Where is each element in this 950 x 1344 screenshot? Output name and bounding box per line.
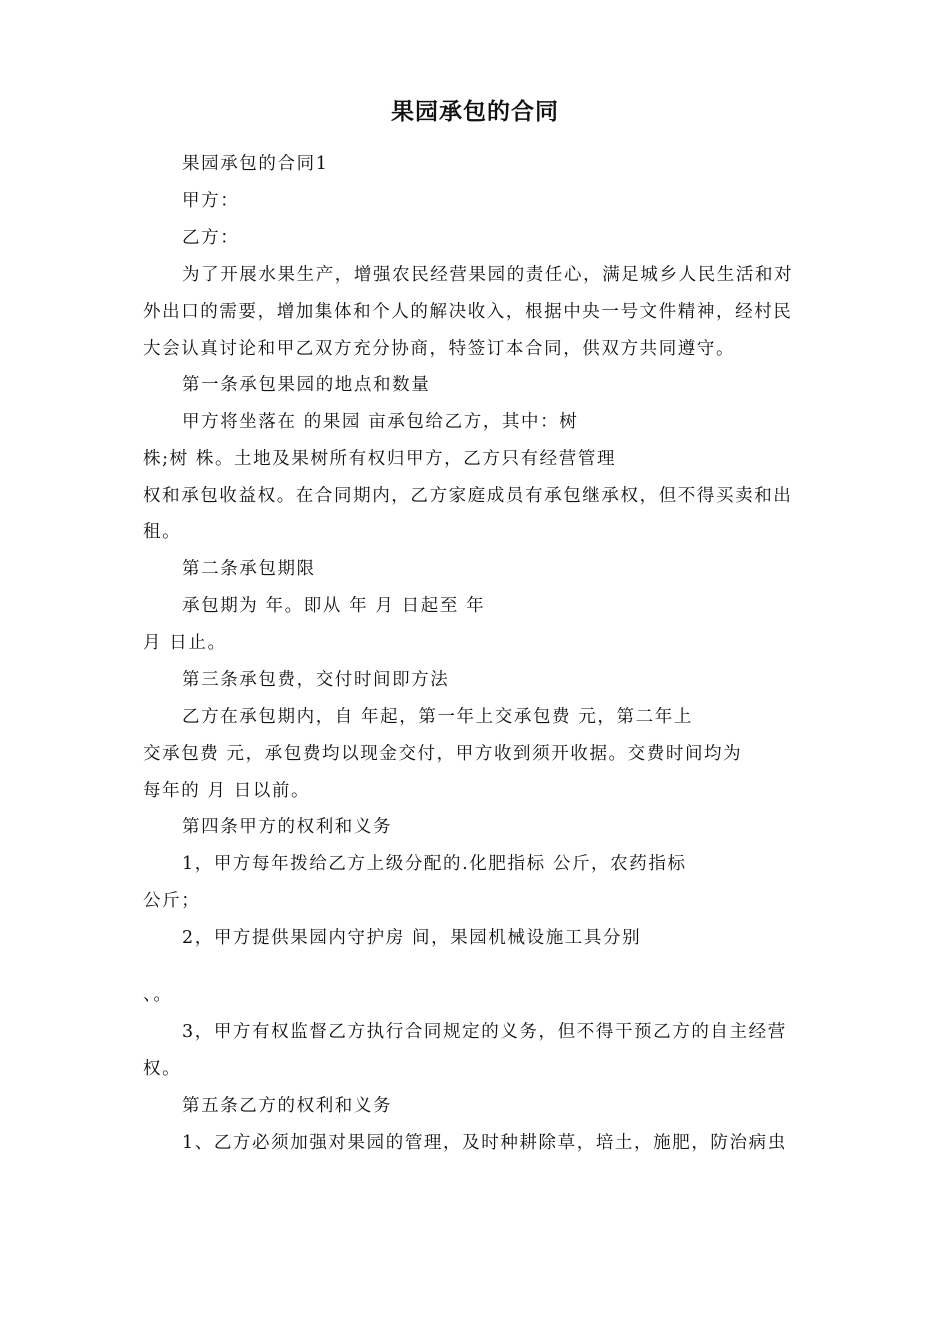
article-1-line-4: 租。 xyxy=(143,522,182,542)
article-2-heading: 第二条承包期限 xyxy=(182,559,316,579)
article-4-heading: 第四条甲方的权利和义务 xyxy=(182,817,393,837)
article-4-item-2-line-2: 、。 xyxy=(143,985,173,1005)
article-1-line-1: 甲方将坐落在 的果园 亩承包给乙方，其中：树 xyxy=(182,412,579,432)
article-3-heading: 第三条承包费，交付时间即方法 xyxy=(182,670,450,690)
article-5-heading: 第五条乙方的权利和义务 xyxy=(182,1096,393,1116)
preamble-line-2: 外出口的需要，增加集体和个人的解决收入，根据中央一号文件精神，经村民 xyxy=(143,302,793,322)
article-1-line-2: 株;树 株。土地及果树所有权归甲方，乙方只有经营管理 xyxy=(143,449,617,469)
document-title: 果园承包的合同 xyxy=(391,99,559,125)
article-3-line-2: 交承包费 元，承包费均以现金交付，甲方收到须开收据。交费时间均为 xyxy=(143,744,743,764)
article-2-line-1: 承包期为 年。即从 年 月 日起至 年 xyxy=(182,596,486,616)
article-4-item-1-line-2: 公斤； xyxy=(143,891,201,911)
article-3-line-3: 每年的 月 日以前。 xyxy=(143,781,311,801)
party-b-label: 乙方： xyxy=(182,228,240,248)
contract-subtitle: 果园承包的合同1 xyxy=(182,154,329,174)
preamble-line-1: 为了开展水果生产，增强农民经营果园的责任心，满足城乡人民生活和对 xyxy=(182,265,794,285)
party-a-label: 甲方： xyxy=(182,191,240,211)
article-5-item-1-line-1: 1、乙方必须加强对果园的管理，及时种耕除草，培土，施肥，防治病虫 xyxy=(182,1133,787,1153)
article-4-item-3-line-2: 权。 xyxy=(143,1059,182,1079)
article-4-item-2-line-1: 2，甲方提供果园内守护房 间，果园机械设施工具分别 xyxy=(182,928,642,948)
article-4-item-3-line-1: 3，甲方有权监督乙方执行合同规定的义务，但不得干预乙方的自主经营 xyxy=(182,1022,787,1042)
article-3-line-1: 乙方在承包期内，自 年起，第一年上交承包费 元，第二年上 xyxy=(182,707,693,727)
preamble-line-3: 大会认真讨论和甲乙双方充分协商，特签订本合同，供双方共同遵守。 xyxy=(143,339,736,359)
article-1-line-3: 权和承包收益权。在合同期内，乙方家庭成员有承包继承权，但不得买卖和出 xyxy=(143,486,793,506)
article-1-heading: 第一条承包果园的地点和数量 xyxy=(182,375,431,395)
article-4-item-1-line-1: 1，甲方每年拨给乙方上级分配的.化肥指标 公斤，农药指标 xyxy=(182,854,687,874)
article-2-line-2: 月 日止。 xyxy=(143,633,227,653)
